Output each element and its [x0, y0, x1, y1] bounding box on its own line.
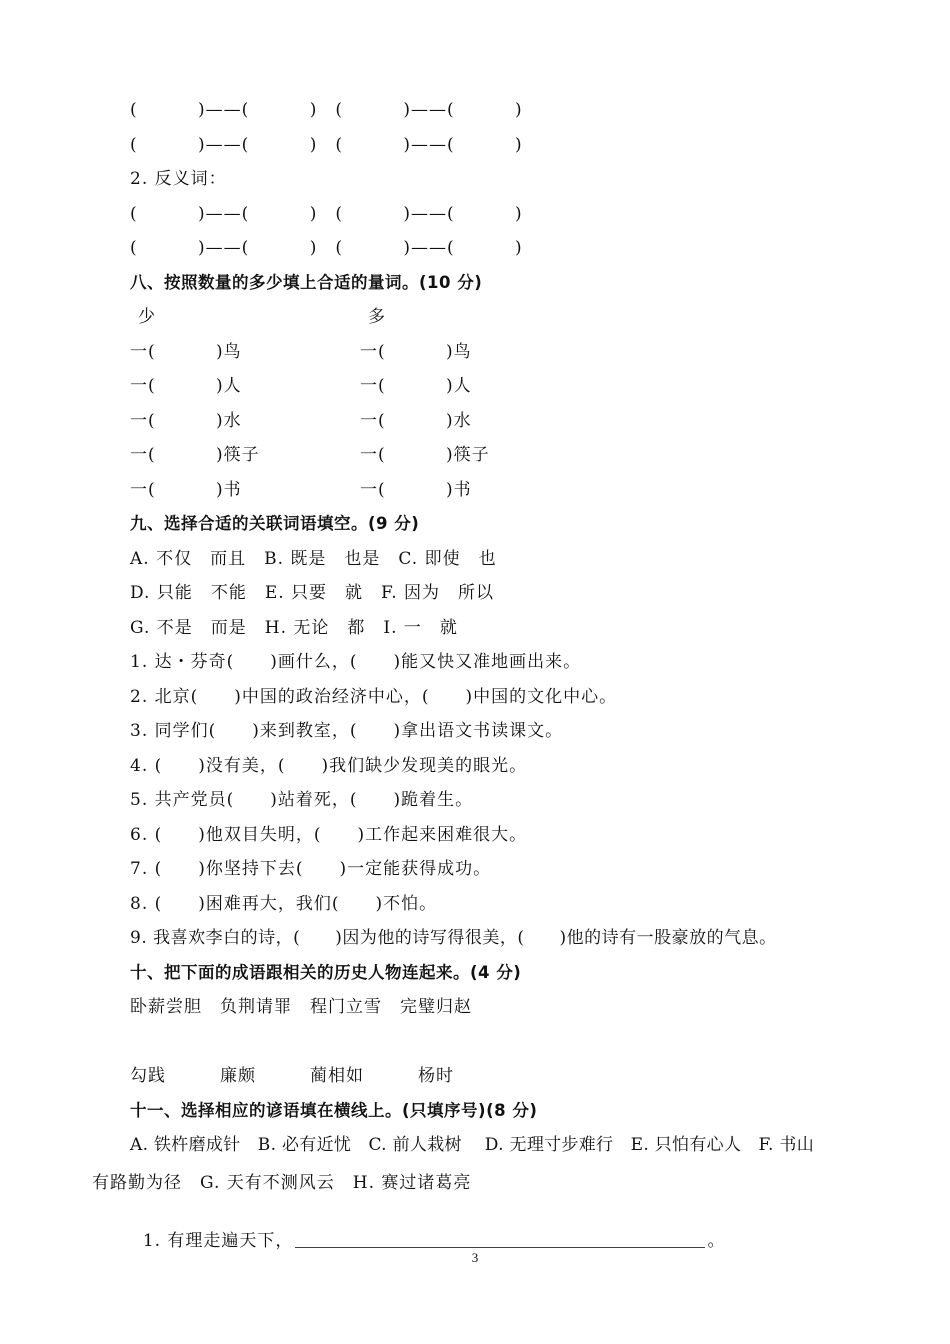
section11-options-line2: 有路勤为径 G. 天有不测风云 H. 赛过诸葛亮	[92, 1173, 472, 1193]
section9-question-2: 2. 北京( )中国的政治经济中心，( )中国的文化中心。	[130, 687, 618, 707]
pair-line-2: ( )——( ) ( )——( )	[130, 135, 523, 155]
measure-right-4: 一( )筷子	[360, 445, 490, 465]
section8-few-label: 少	[138, 307, 156, 327]
measure-right-1: 一( )鸟	[360, 342, 472, 362]
section10-people: 勾践 廉颇 蔺相如 杨时	[130, 1066, 454, 1086]
antonym-line-2: ( )——( ) ( )——( )	[130, 238, 523, 258]
section9-options-1: A. 不仅 而且 B. 既是 也是 C. 即使 也	[130, 549, 497, 569]
section11-title: 十一、选择相应的谚语填在横线上。(只填序号)(8 分)	[130, 1101, 538, 1120]
question-1-prefix: 1. 有理走遍天下，	[142, 1231, 294, 1251]
antonym-line-1: ( )——( ) ( )——( )	[130, 204, 523, 224]
section11-options-line1: A. 铁杵磨成针 B. 必有近忧 C. 前人栽树 D. 无理寸步难行 E. 只怕有心人 F. 书山	[130, 1135, 814, 1155]
section9-question-8: 8. ( )困难再大，我们( )不怕。	[130, 894, 438, 914]
antonym-label: 2. 反义词：	[130, 169, 227, 189]
section9-title: 九、选择合适的关联词语填空。(9 分)	[130, 514, 420, 533]
pair-line-1: ( )——( ) ( )——( )	[130, 100, 523, 120]
section9-question-1: 1. 达・芬奇( )画什么，( )能又快又准地画出来。	[130, 652, 582, 672]
measure-left-3: 一( )水	[130, 411, 242, 431]
section9-question-5: 5. 共产党员( )站着死，( )跪着生。	[130, 790, 474, 810]
measure-left-2: 一( )人	[130, 376, 242, 396]
measure-right-2: 一( )人	[360, 376, 472, 396]
answer-blank[interactable]	[295, 1231, 705, 1248]
section9-question-7: 7. ( )你坚持下去( )一定能获得成功。	[130, 859, 492, 879]
measure-right-5: 一( )书	[360, 480, 472, 500]
measure-left-5: 一( )书	[130, 480, 242, 500]
section9-question-3: 3. 同学们( )来到教室，( )拿出语文书读课文。	[130, 721, 564, 741]
measure-left-4: 一( )筷子	[130, 445, 260, 465]
section9-options-3: G. 不是 而是 H. 无论 都 I. 一 就	[130, 618, 458, 638]
section9-question-9: 9. 我喜欢李白的诗，( )因为他的诗写得很美，( )他的诗有一股豪放的气息。	[130, 928, 777, 948]
measure-left-1: 一( )鸟	[130, 342, 242, 362]
section10-title: 十、把下面的成语跟相关的历史人物连起来。(4 分)	[130, 963, 522, 982]
section8-title: 八、按照数量的多少填上合适的量词。(10 分)	[130, 273, 483, 292]
page-number: 3	[471, 1250, 479, 1265]
section9-question-4: 4. ( )没有美，( )我们缺少发现美的眼光。	[130, 756, 528, 776]
section10-idioms: 卧薪尝胆 负荆请罪 程门立雪 完璧归赵	[130, 997, 472, 1017]
section8-many-label: 多	[368, 307, 386, 327]
section9-question-6: 6. ( )他双目失明，( )工作起来困难很大。	[130, 825, 528, 845]
section11-question-1	[130, 1208, 725, 1252]
section9-options-2: D. 只能 不能 E. 只要 就 F. 因为 所以	[130, 583, 495, 603]
question-1-suffix: 。	[707, 1231, 726, 1251]
measure-right-3: 一( )水	[360, 411, 472, 431]
